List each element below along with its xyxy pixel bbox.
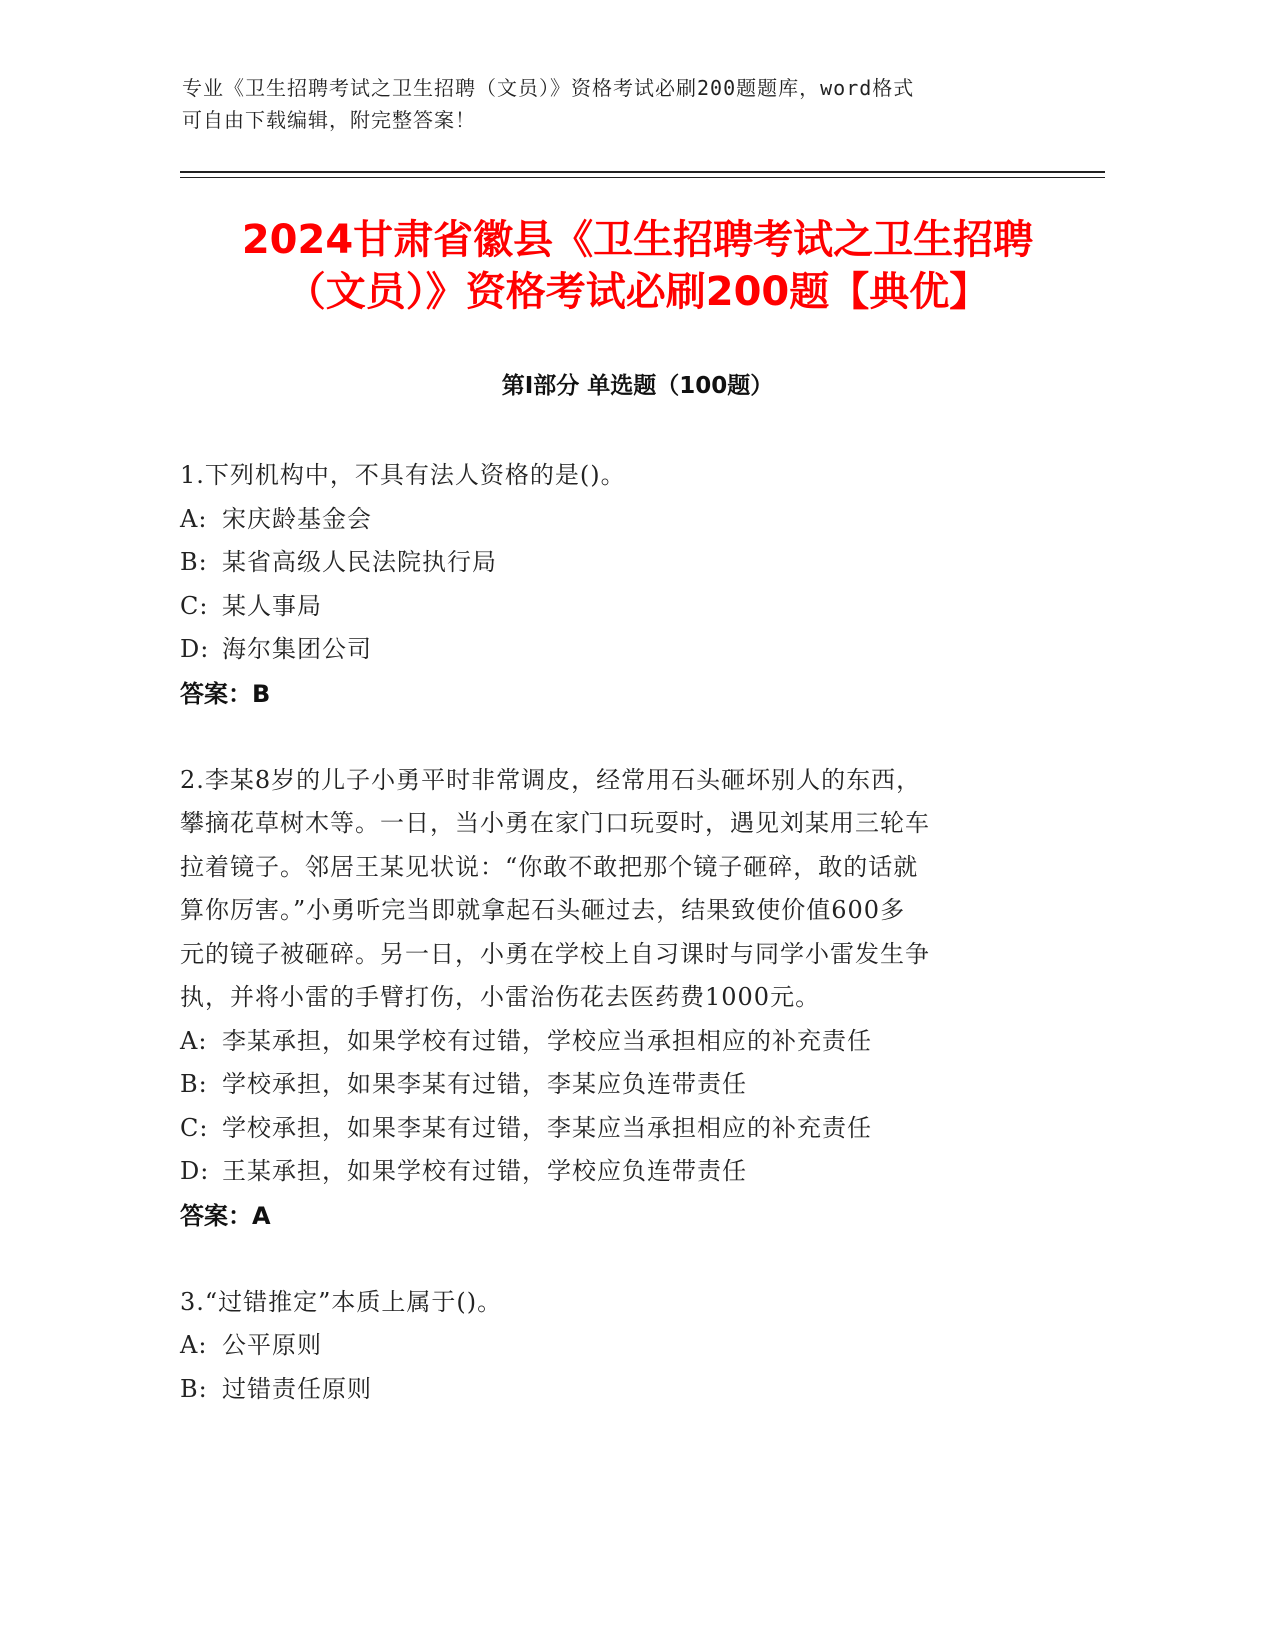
option-key: A: [180,1026,208,1055]
option-b [180,541,1020,585]
option-d [180,628,1020,672]
option-key: B: [180,1070,208,1098]
header-note-line: 可自由下载编辑，附完整答案！ [182,108,476,132]
option-text: 某人事局 [222,591,322,620]
header-note [182,72,1042,136]
question-stem: 3.“过错推定”本质上属于()。 [180,1287,503,1316]
option-key: B: [180,548,208,576]
question-list [180,454,1020,1454]
option-key: C: [180,591,209,620]
option-b [180,1368,1020,1412]
option-c [180,1107,1020,1151]
option-key: A: [180,504,208,533]
section-heading: 第Ⅰ部分 单选题（100题） [501,373,774,399]
answer-line: 答案：A [180,1201,271,1230]
question-stem-line: 算你厉害。”小勇听完当即就拿起石头砸过去，结果致使价值600多 [180,896,906,924]
option-text: 王某承担，如果学校有过错，学校应负连带责任 [222,1157,747,1185]
header-note-line: 专业《卫生招聘考试之卫生招聘（文员）》资格考试必刷200题题库，word格式 [182,76,915,100]
question-stem-line: 元的镜子被砸碎。另一日，小勇在学校上自习课时与同学小雷发生争 [180,939,930,968]
header-divider-thin [180,177,1105,178]
question-item [180,1281,1020,1412]
option-a [180,498,1020,542]
question-item [180,759,1020,1238]
option-key: D: [180,1157,210,1185]
option-text: 某省高级人民法院执行局 [222,548,497,576]
option-d [180,1150,1020,1194]
question-stem-line: 执，并将小雷的手臂打伤，小雷治伤花去医药费1000元。 [180,983,821,1011]
document-title [150,214,1125,318]
header-divider-thick [180,171,1105,173]
question-stem-line: 拉着镜子。邻居王某见状说：“你敢不敢把那个镜子砸碎，敢的话就 [180,852,919,881]
option-text: 学校承担，如果李某有过错，李某应当承担相应的补充责任 [222,1113,872,1142]
option-text: 宋庆龄基金会 [222,504,372,533]
document-title-line: 2024甘肃省徽县《卫生招聘考试之卫生招聘 [241,217,1034,263]
question-stem-line: 2.李某8岁的儿子小勇平时非常调皮，经常用石头砸坏别人的东西， [180,765,922,794]
option-key: A: [180,1331,208,1359]
question-stem-line: 攀摘花草树木等。一日，当小勇在家门口玩耍时，遇见刘某用三轮车 [180,809,930,837]
option-b [180,1063,1020,1107]
option-a [180,1020,1020,1064]
option-text: 李某承担，如果学校有过错，学校应当承担相应的补充责任 [222,1026,872,1055]
document-title-line: （文员）》资格考试必刷200题【典优】 [285,269,990,315]
option-text: 过错责任原则 [222,1374,372,1403]
option-key: B: [180,1374,208,1403]
option-text: 海尔集团公司 [222,635,372,663]
option-c [180,585,1020,629]
option-text: 公平原则 [222,1331,322,1359]
option-key: D: [180,635,210,663]
question-item [180,454,1020,716]
question-stem: 1.下列机构中，不具有法人资格的是()。 [180,461,626,489]
answer-line: 答案：B [180,679,271,708]
option-key: C: [180,1113,209,1142]
option-text: 学校承担，如果李某有过错，李某应负连带责任 [222,1070,747,1098]
option-a [180,1324,1020,1368]
